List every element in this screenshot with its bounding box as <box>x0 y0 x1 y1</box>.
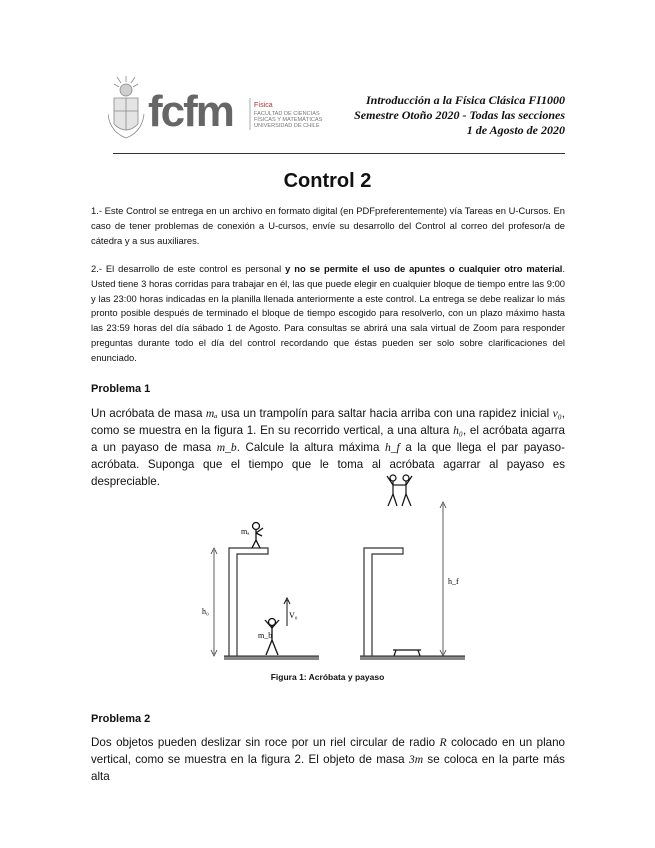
semester: Semestre Otoño 2020 - Todas las secciones <box>354 108 565 122</box>
logo-brand: fcfm <box>148 87 233 136</box>
logo-line-4: UNIVERSIDAD DE CHILE <box>254 123 320 129</box>
problem-1-heading: Problema 1 <box>91 383 151 395</box>
dimension-h0 <box>211 548 217 656</box>
fcfm-logo <box>108 74 328 146</box>
acrobat-clown-pair <box>387 475 412 506</box>
acrobat-figure <box>252 523 263 549</box>
figure-1 <box>200 464 490 670</box>
ground-left <box>224 656 319 660</box>
header-divider <box>113 153 565 154</box>
course-name: Introducción a la Física Clásica FI1000 <box>365 93 565 107</box>
platform-right <box>364 548 403 656</box>
problem-2-heading: Problema 2 <box>91 713 151 725</box>
dimension-hf <box>440 502 446 656</box>
page-title: Control 2 <box>283 170 372 192</box>
ground-right <box>360 656 465 660</box>
exam-date: 1 de Agosto de 2020 <box>466 123 565 137</box>
logo-line-2: FACULTAD DE CIENCIAS <box>254 111 320 117</box>
figure-1-caption: Figura 1: Acróbata y payaso <box>270 672 385 682</box>
course-header <box>354 93 565 138</box>
university-seal-icon <box>108 76 144 138</box>
label-mb: m_b <box>258 631 273 640</box>
logo-line-3: FÍSICAS Y MATEMÁTICAS <box>254 117 323 123</box>
label-ma: mₐ <box>241 527 250 536</box>
instruction-1: 1.- Este Control se entrega en un archivo en formato digital (en PDFpreferentemente) vía Tareas en U-Cursos. En caso de tener problemas de conexión a U-cursos, envíe su desarrollo del Control al correo del profesor/a de cátedra y a sus auxiliares. <box>91 205 565 246</box>
label-h0: h₀ <box>202 607 209 616</box>
problem-2-text: Dos objetos pueden deslizar sin roce por un riel circular de radio R colocado en un plano vertical, como se muestra en la figura 2. El objeto de masa 3m se coloca en la parte más alta <box>91 736 565 783</box>
label-hf: h_f <box>448 577 459 586</box>
trampoline <box>393 650 421 656</box>
instruction-2: 2.- El desarrollo de este control es personal y no se permite el uso de apuntes o cualquier otro material. Usted tiene 3 horas corridas para trabajar en él, las que puede elegir en cualquier bloque de tiempo entre las 9:00 y las 23:00 horas indicadas en la planilla llenada anteriormente a este control. La entrega se debe realizar lo más pronto posible después de terminado el bloque de tiempo escogido para resolverlo, con un plazo máximo hasta las 23:59 horas del día sábado 1 de Agosto. Para consultas se abrirá una sala virtual de Zoom para responder preguntas durante todo el día del control recordando que éstas pueden ser solo sobre clarificaciones del enunciado. <box>91 263 565 363</box>
logo-line-1: Física <box>254 102 273 109</box>
problem-1-text: Un acróbata de masa mₐ usa un trampolín para saltar hacia arriba con una rapidez inicial v₀, como se muestra en la figura 1. En su recorrido vertical, a una altura h₀, el acróbata agarra a un payaso de masa m_b. Calcule la altura máxima h_f a la que llega el par payaso-acróbata. Suponga que el tiempo que le toma al acróbata agarrar al payaso es despreciable. <box>91 407 565 488</box>
label-v0: V₀ <box>289 611 298 620</box>
